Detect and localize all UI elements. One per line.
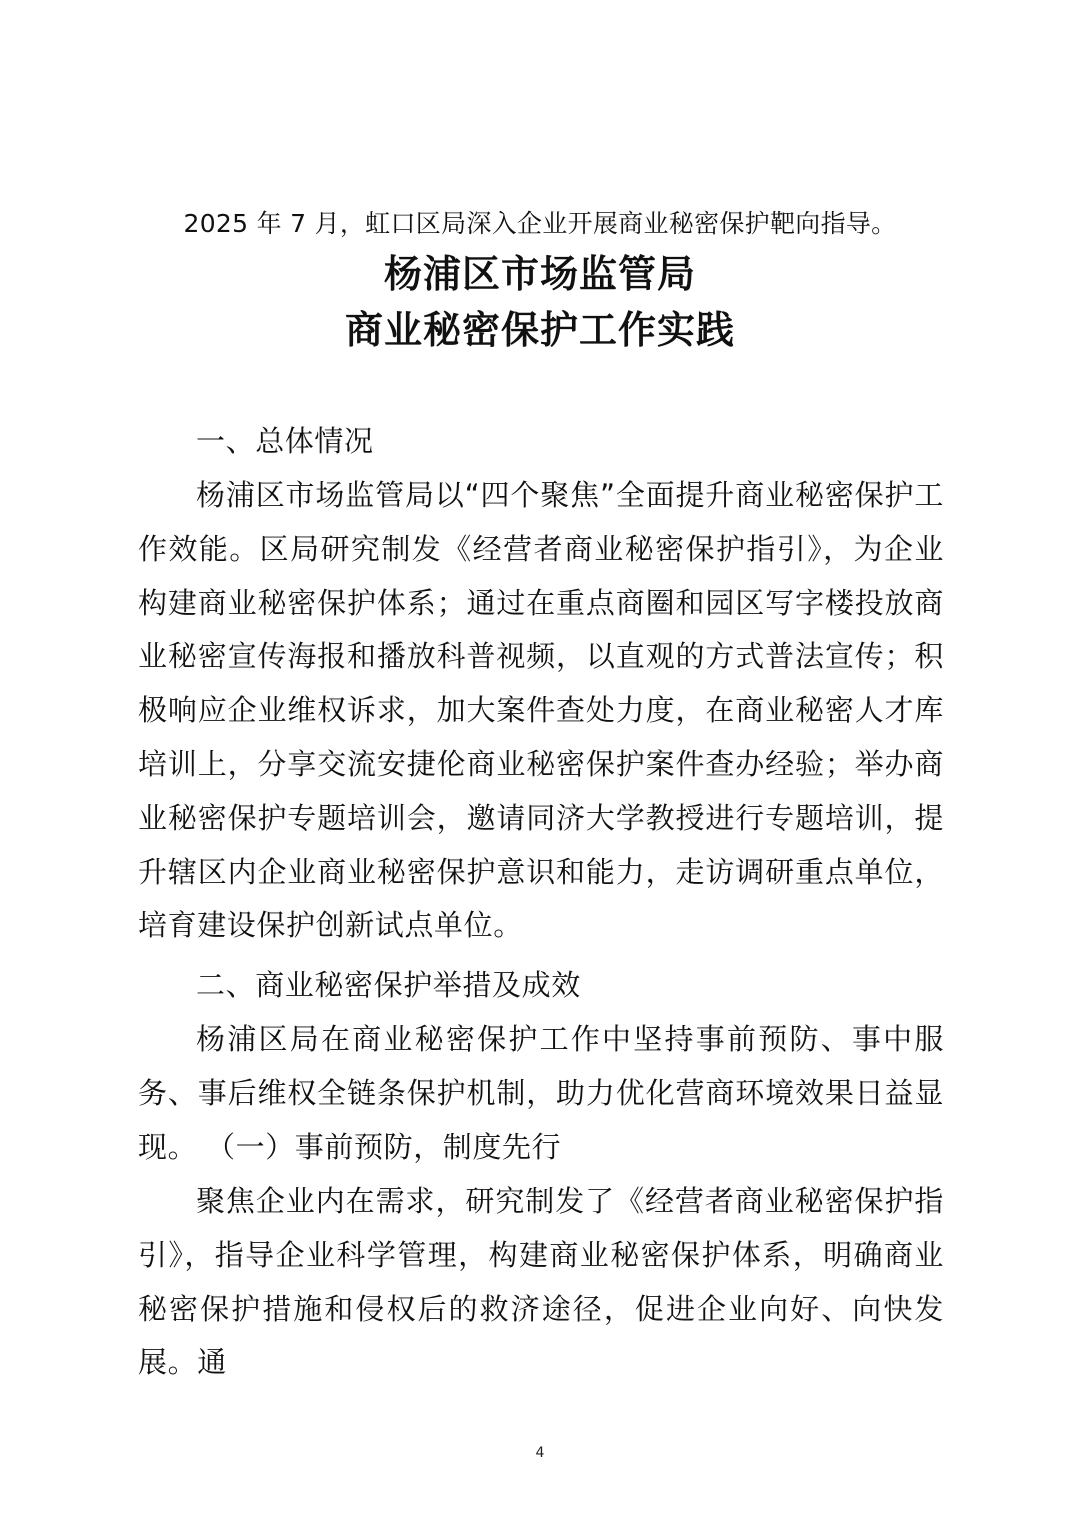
subsection-heading-prevention: （一）事前预防，制度先行 (206, 1130, 562, 1164)
document-title-line-1: 杨浦区市场监管局 (383, 251, 696, 296)
photo-caption: 2025 年 7 月，虹口区局深入企业开展商业秘密保护靶向指导。 (183, 209, 897, 238)
paragraph-measures: 杨浦区局在商业秘密保护工作中坚持事前预防、事中服务、事后维权全链条保护机制，助力优化营商环境效果日益显现。 (138, 1022, 944, 1164)
section-heading-measures: 二、商业秘密保护举措及成效 (196, 968, 581, 1002)
paragraph-overview: 杨浦区市场监管局以“四个聚焦”全面提升商业秘密保护工作效能。区局研究制发《经营者商业秘密保护指引》，为企业构建商业秘密保护体系；通过在重点商圈和园区写字楼投放商业秘密宣传海报和播放科普视频，以直观的方式普法宣传；积极响应企业维权诉求，加大案件查处力度，在商业秘密人才库培训上，分享交流安捷伦商业秘密保护案件查办经验；举办商业秘密保护专题培训会，邀请同济大学教授进行专题培训，提升辖区内企业商业秘密保护意识和能力，走访调研重点单位，培育建设保护创新试点单位。 (138, 478, 944, 943)
document-title-line-2: 商业秘密保护工作实践 (344, 307, 735, 352)
page-number: 4 (535, 1445, 545, 1461)
paragraph-prevention: 聚焦企业内在需求，研究制发了《经营者商业秘密保护指引》，指导企业科学管理，构建商业秘密保护体系，明确商业秘密保护措施和侵权后的救济途径，促进企业向好、向快发展。通 (138, 1184, 944, 1380)
section-heading-overview: 一、总体情况 (196, 424, 374, 458)
